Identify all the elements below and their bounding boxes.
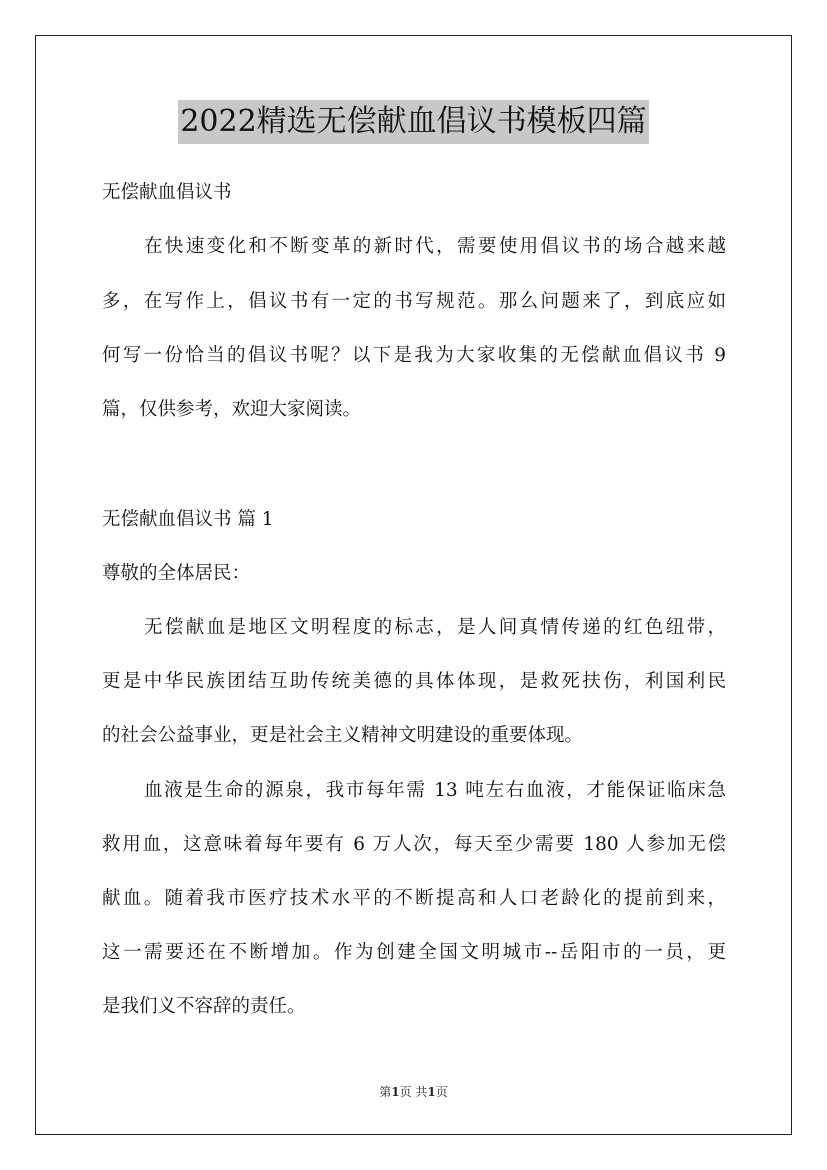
intro-line-2: 多，在写作上，倡议书有一定的书写规范。那么问题来了，到底应如 xyxy=(102,291,726,312)
para2-line-1: 血液是生命的源泉，我市每年需 13 吨左右血液，才能保证临床急 xyxy=(144,780,726,801)
intro-line-1: 在快速变化和不断变革的新时代，需要使用倡议书的场合越来越 xyxy=(144,236,726,257)
footer-page-current: 1 xyxy=(391,1085,400,1099)
document-title: 2022精选无偿献血倡议书模板四篇 xyxy=(178,100,648,144)
footer-page-suffix: 页 xyxy=(435,1085,448,1099)
para2-line-5: 是我们义不容辞的责任。 xyxy=(102,996,306,1017)
section-heading: 无偿献血倡议书 xyxy=(102,182,232,203)
para2-line-4: 这一需要还在不断增加。作为创建全国文明城市--岳阳市的一员，更 xyxy=(102,942,726,963)
intro-line-3: 何写一份恰当的倡议书呢？以下是我为大家收集的无偿献血倡议书 9 xyxy=(102,345,726,366)
footer-page-prefix: 第 xyxy=(379,1085,392,1099)
salutation: 尊敬的全体居民： xyxy=(102,563,251,584)
intro-line-4: 篇，仅供参考，欢迎大家阅读。 xyxy=(102,399,362,420)
para1-line-2: 更是中华民族团结互助传统美德的具体体现，是救死扶伤，利国利民 xyxy=(102,671,726,692)
title-container xyxy=(0,100,827,144)
page-footer xyxy=(0,1083,827,1100)
footer-page-total: 1 xyxy=(427,1085,436,1099)
para1-line-1: 无偿献血是地区文明程度的标志，是人间真情传递的红色纽带， xyxy=(144,617,726,638)
chapter-heading: 无偿献血倡议书 篇 1 xyxy=(102,509,274,530)
para2-line-3: 献血。随着我市医疗技术水平的不断提高和人口老龄化的提前到来， xyxy=(102,888,726,909)
para1-line-3: 的社会公益事业，更是社会主义精神文明建设的重要体现。 xyxy=(102,725,584,746)
para2-line-2: 救用血，这意味着每年要有 6 万人次，每天至少需要 180 人参加无偿 xyxy=(102,834,726,855)
footer-page-mid: 页 共 xyxy=(399,1085,428,1099)
